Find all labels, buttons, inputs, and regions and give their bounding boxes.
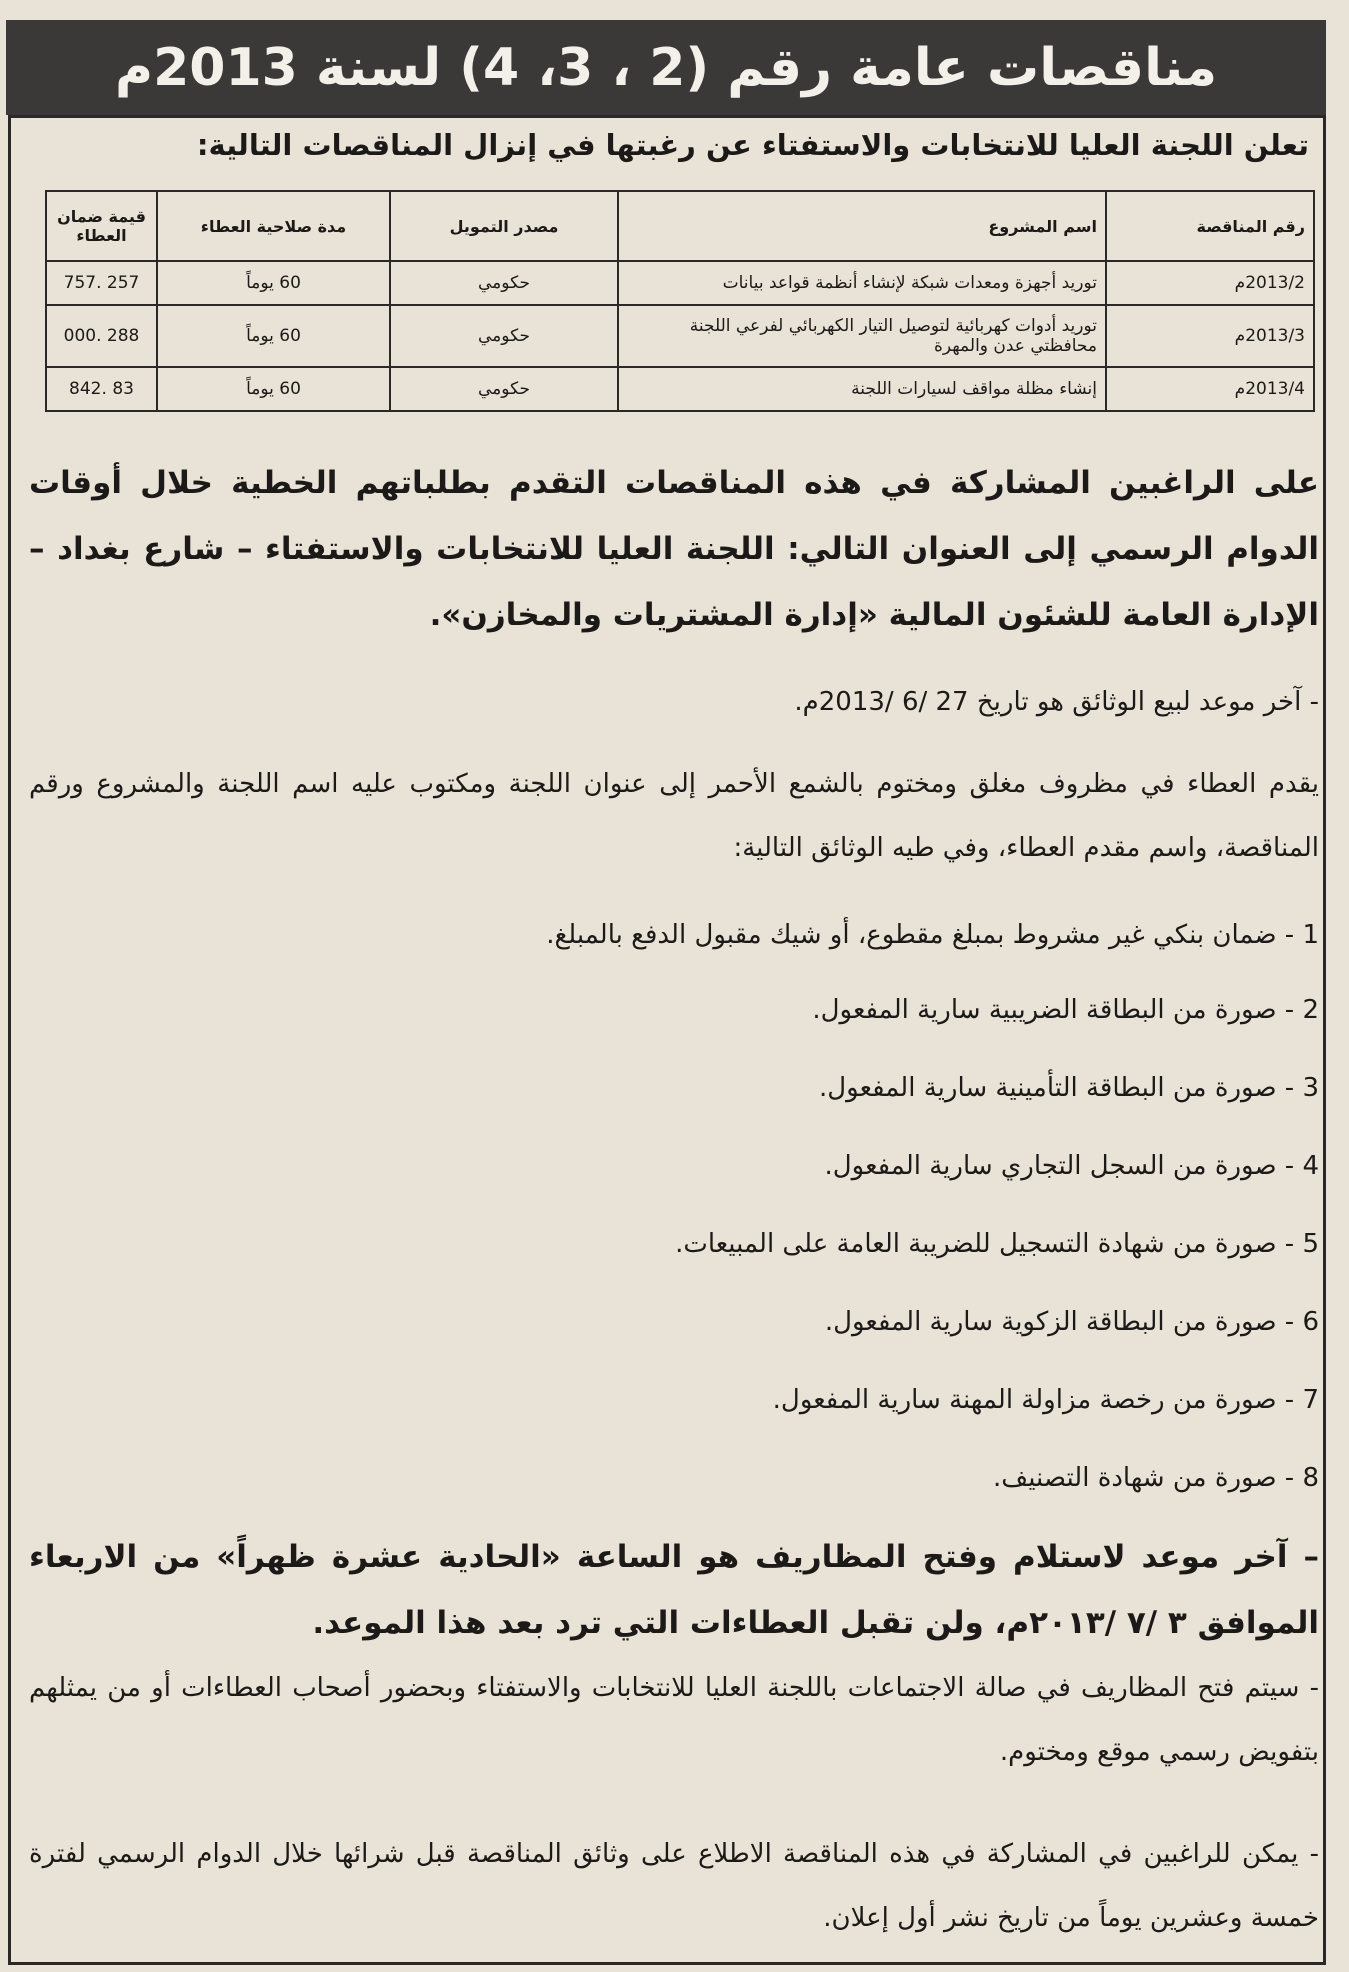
header-number: رقم المناقصة [1106,191,1314,261]
cell-validity: 60 يوماً [157,367,390,411]
cell-funding: حكومي [390,261,618,305]
opening-deadline-paragraph: – آخر موعد لاستلام وفتح المظاريف هو الساعة «الحادية عشرة ظهراً» من الاربعاء الموافق ٣ /٧ /٢٠١٣م، ولن تقبل العطاءات التي ترد بعد هذا الموعد. [29,1539,1319,1641]
document-item-7: 7 - صورة من رخصة مزاولة المهنة سارية المفعول. [772,1385,1319,1415]
header-validity: مدة صلاحية العطاء [157,191,390,261]
table-row [46,367,1314,411]
intro-text: تعلن اللجنة العليا للانتخابات والاستفتاء عن رغبتها في إنزال المناقصات التالية: [196,128,1309,162]
review-note-paragraph: - يمكن للراغبين في المشاركة في هذه المناقصة الاطلاع على وثائق المناقصة قبل شرائها خلال الدوام الرسمي لفترة خمسة وعشرين يوماً من تاريخ نشر أول إعلان. [29,1839,1319,1933]
cell-validity: 60 يوماً [157,261,390,305]
document-item-8: 8 - صورة من شهادة التصنيف. [993,1463,1319,1493]
tenders-table [45,190,1315,412]
submission-paragraph: يقدم العطاء في مظروف مغلق ومختوم بالشمع الأحمر إلى عنوان اللجنة ومكتوب عليه اسم اللجنة والمشروع ورقم المناقصة، واسم مقدم العطاء، وفي طيه الوثائق التالية: [29,769,1319,863]
document-item-5: 5 - صورة من شهادة التسجيل للضريبة العامة على المبيعات. [675,1229,1319,1259]
table-header-row [46,191,1314,261]
cell-guarantee: 257 .757 [46,261,157,305]
document-item-2: 2 - صورة من البطاقة الضريبية سارية المفعول. [812,995,1319,1025]
opening-note-paragraph: - سيتم فتح المظاريف في صالة الاجتماعات باللجنة العليا للانتخابات والاستفتاء وبحضور أصحاب العطاءات أو من يمثلهم بتفويض رسمي موقع ومختوم. [29,1673,1319,1767]
cell-project: إنشاء مظلة مواقف لسيارات اللجنة [618,367,1106,411]
cell-guarantee: 288 .000 [46,305,157,367]
cell-project: توريد أجهزة ومعدات شبكة لإنشاء أنظمة قواعد بيانات [618,261,1106,305]
document-item-3: 3 - صورة من البطاقة التأمينية سارية المفعول. [818,1073,1319,1103]
table-row [46,305,1314,367]
cell-number: 2013/4م [1106,367,1314,411]
cell-funding: حكومي [390,367,618,411]
document-item-1: 1 - ضمان بنكي غير مشروط بمبلغ مقطوع، أو شيك مقبول الدفع بالمبلغ. [546,920,1319,950]
document-item-6: 6 - صورة من البطاقة الزكوية سارية المفعول. [824,1307,1319,1337]
docs-deadline: - آخر موعد لبيع الوثائق هو تاريخ 27 /6 /2013م. [794,687,1319,717]
participation-paragraph: على الراغبين المشاركة في هذه المناقصات التقدم بطلباتهم الخطية خلال أوقات الدوام الرسمي إلى العنوان التالي: اللجنة العليا للانتخابات والاستفتاء – شارع بغداد – الإدارة العامة للشئون المالية «إدارة المشتريات والمخازن». [29,465,1319,633]
cell-validity: 60 يوماً [157,305,390,367]
cell-number: 2013/3م [1106,305,1314,367]
cell-guarantee: 83 .842 [46,367,157,411]
header-project: اسم المشروع [618,191,1106,261]
document-item-4: 4 - صورة من السجل التجاري سارية المفعول. [824,1151,1319,1181]
cell-funding: حكومي [390,305,618,367]
cell-project: توريد أدوات كهربائية لتوصيل التيار الكهربائي لفرعي اللجنة محافظتي عدن والمهرة [618,305,1106,367]
cell-number: 2013/2م [1106,261,1314,305]
header-funding: مصدر التمويل [390,191,618,261]
announcement-title: مناقصات عامة رقم (2 ، 3، 4) لسنة 2013م [6,20,1326,115]
table-row [46,261,1314,305]
header-guarantee: قيمة ضمان العطاء [46,191,157,261]
